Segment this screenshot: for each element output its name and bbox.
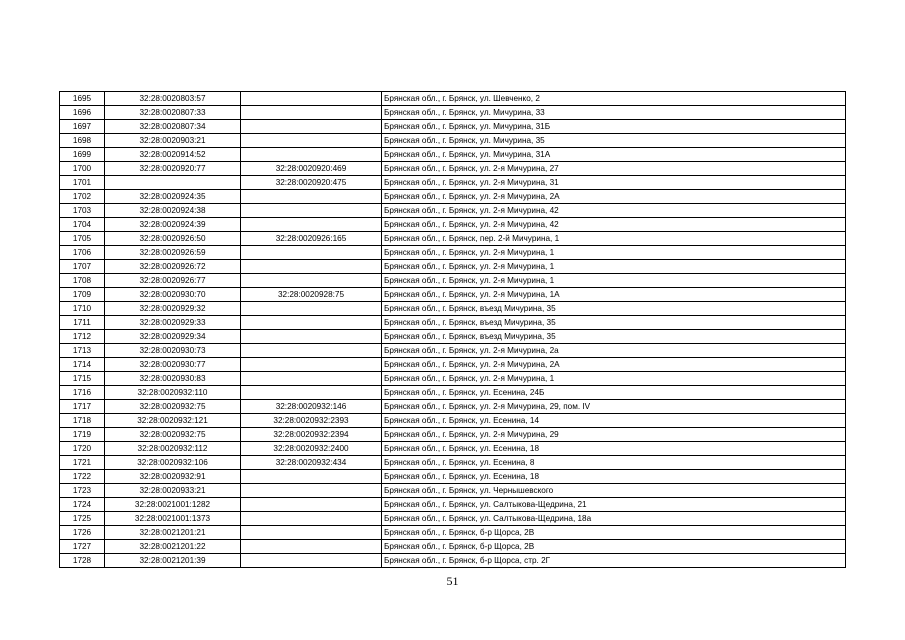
cadastral-number-2-cell [241,148,382,162]
row-number-cell: 1721 [60,456,105,470]
cadastral-number-cell: 32:28:0020807:34 [105,120,241,134]
row-number-cell: 1723 [60,484,105,498]
address-cell: Брянская обл., г. Брянск, ул. Мичурина, 35 [382,134,846,148]
row-number-cell: 1699 [60,148,105,162]
table-row [60,120,846,134]
row-number-cell: 1725 [60,512,105,526]
table-row [60,344,846,358]
table-row [60,498,846,512]
cadastral-number-cell: 32:28:0020920:77 [105,162,241,176]
cadastral-number-cell: 32:28:0020932:75 [105,428,241,442]
address-cell: Брянская обл., г. Брянск, ул. Есенина, 18 [382,470,846,484]
cadastral-number-cell: 32:28:0020930:70 [105,288,241,302]
row-number-cell: 1726 [60,526,105,540]
address-cell: Брянская обл., г. Брянск, ул. 2-я Мичурина, 2а [382,344,846,358]
cadastral-number-2-cell [241,386,382,400]
address-cell: Брянская обл., г. Брянск, ул. 2-я Мичурина, 1 [382,274,846,288]
table-row [60,134,846,148]
table-row [60,288,846,302]
table-row [60,330,846,344]
cadastral-number-cell: 32:28:0020930:83 [105,372,241,386]
cadastral-number-cell: 32:28:0020930:77 [105,358,241,372]
row-number-cell: 1704 [60,218,105,232]
row-number-cell: 1720 [60,442,105,456]
cadastral-number-cell: 32:28:0020932:75 [105,400,241,414]
address-cell: Брянская обл., г. Брянск, въезд Мичурина, 35 [382,330,846,344]
cadastral-number-cell: 32:28:0020803:57 [105,92,241,106]
row-number-cell: 1701 [60,176,105,190]
address-cell: Брянская обл., г. Брянск, б-р Щорса, 2В [382,540,846,554]
row-number-cell: 1710 [60,302,105,316]
address-cell: Брянская обл., г. Брянск, ул. 2-я Мичурина, 27 [382,162,846,176]
row-number-cell: 1705 [60,232,105,246]
cadastral-number-2-cell [241,274,382,288]
cadastral-number-2-cell [241,316,382,330]
cadastral-number-cell [105,176,241,190]
address-cell: Брянская обл., г. Брянск, ул. 2-я Мичурина, 42 [382,218,846,232]
row-number-cell: 1711 [60,316,105,330]
row-number-cell: 1708 [60,274,105,288]
row-number-cell: 1697 [60,120,105,134]
cadastral-number-2-cell [241,372,382,386]
cadastral-number-2-cell [241,218,382,232]
cadastral-number-2-cell: 32:28:0020926:165 [241,232,382,246]
cadastral-number-2-cell [241,540,382,554]
row-number-cell: 1728 [60,554,105,568]
cadastral-number-cell: 32:28:0020929:34 [105,330,241,344]
row-number-cell: 1719 [60,428,105,442]
table-row [60,148,846,162]
cadastral-number-2-cell: 32:28:0020932:2393 [241,414,382,428]
row-number-cell: 1712 [60,330,105,344]
address-cell: Брянская обл., г. Брянск, ул. 2-я Мичурина, 2А [382,190,846,204]
address-cell: Брянская обл., г. Брянск, ул. Мичурина, 33 [382,106,846,120]
cadastral-number-cell: 32:28:0020926:72 [105,260,241,274]
cadastral-number-cell: 32:28:0020929:33 [105,316,241,330]
cadastral-number-2-cell [241,106,382,120]
cadastral-number-2-cell [241,484,382,498]
cadastral-number-cell: 32:28:0020929:32 [105,302,241,316]
row-number-cell: 1727 [60,540,105,554]
row-number-cell: 1703 [60,204,105,218]
cadastral-number-cell: 32:28:0020807:33 [105,106,241,120]
row-number-cell: 1696 [60,106,105,120]
table-row [60,176,846,190]
address-cell: Брянская обл., г. Брянск, ул. Мичурина, 31А [382,148,846,162]
cadastral-number-cell: 32:28:0021201:21 [105,526,241,540]
table-row [60,540,846,554]
cadastral-number-2-cell [241,330,382,344]
cadastral-number-cell: 32:28:0020914:52 [105,148,241,162]
cadastral-number-2-cell [241,344,382,358]
table-row [60,484,846,498]
address-cell: Брянская обл., г. Брянск, ул. Шевченко, 2 [382,92,846,106]
cadastral-number-2-cell [241,260,382,274]
cadastral-number-2-cell [241,246,382,260]
address-cell: Брянская обл., г. Брянск, ул. 2-я Мичурина, 29, пом. IV [382,400,846,414]
table-row [60,302,846,316]
row-number-cell: 1709 [60,288,105,302]
row-number-cell: 1713 [60,344,105,358]
cadastral-number-cell: 32:28:0020932:112 [105,442,241,456]
address-cell: Брянская обл., г. Брянск, ул. Есенина, 18 [382,442,846,456]
cadastral-number-2-cell [241,92,382,106]
address-cell: Брянская обл., г. Брянск, ул. Есенина, 24Б [382,386,846,400]
cadastral-number-2-cell [241,120,382,134]
address-cell: Брянская обл., г. Брянск, ул. Есенина, 8 [382,456,846,470]
cadastral-number-cell: 32:28:0020932:110 [105,386,241,400]
cadastral-number-2-cell: 32:28:0020920:475 [241,176,382,190]
row-number-cell: 1717 [60,400,105,414]
cadastral-number-2-cell [241,526,382,540]
cadastral-number-2-cell [241,498,382,512]
cadastral-number-cell: 32:28:0020930:73 [105,344,241,358]
cadastral-number-cell: 32:28:0020933:21 [105,484,241,498]
cadastral-number-cell: 32:28:0021001:1282 [105,498,241,512]
table-row [60,260,846,274]
table-row [60,218,846,232]
cadastral-number-cell: 32:28:0021001:1373 [105,512,241,526]
cadastral-number-cell: 32:28:0020926:50 [105,232,241,246]
table-row [60,246,846,260]
cadastral-number-2-cell [241,470,382,484]
cadastral-number-2-cell [241,512,382,526]
table-row [60,316,846,330]
table-row [60,372,846,386]
cadastral-number-cell: 32:28:0020932:106 [105,456,241,470]
table-row [60,526,846,540]
address-cell: Брянская обл., г. Брянск, ул. 2-я Мичурина, 1 [382,372,846,386]
table-row [60,470,846,484]
address-cell: Брянская обл., г. Брянск, ул. 2-я Мичурина, 31 [382,176,846,190]
table-row [60,554,846,568]
row-number-cell: 1706 [60,246,105,260]
cadastral-number-cell: 32:28:0020926:77 [105,274,241,288]
cadastral-number-cell: 32:28:0020926:59 [105,246,241,260]
table-row [60,428,846,442]
address-cell: Брянская обл., г. Брянск, б-р Щорса, стр. 2Г [382,554,846,568]
cadastral-number-2-cell: 32:28:0020932:146 [241,400,382,414]
cadastral-number-2-cell: 32:28:0020932:2394 [241,428,382,442]
cadastral-number-cell: 32:28:0020924:35 [105,190,241,204]
address-cell: Брянская обл., г. Брянск, въезд Мичурина, 35 [382,316,846,330]
row-number-cell: 1698 [60,134,105,148]
row-number-cell: 1695 [60,92,105,106]
table-row [60,442,846,456]
address-cell: Брянская обл., г. Брянск, ул. 2-я Мичурина, 1 [382,246,846,260]
cadastral-number-2-cell: 32:28:0020932:2400 [241,442,382,456]
address-cell: Брянская обл., г. Брянск, ул. 2-я Мичурина, 1А [382,288,846,302]
table-row [60,92,846,106]
row-number-cell: 1700 [60,162,105,176]
row-number-cell: 1702 [60,190,105,204]
table-row [60,358,846,372]
cadastral-number-cell: 32:28:0021201:39 [105,554,241,568]
row-number-cell: 1724 [60,498,105,512]
address-cell: Брянская обл., г. Брянск, въезд Мичурина, 35 [382,302,846,316]
table-row [60,190,846,204]
table-row [60,400,846,414]
page-number: 51 [446,574,459,588]
cadastral-number-2-cell [241,204,382,218]
row-number-cell: 1718 [60,414,105,428]
address-cell: Брянская обл., г. Брянск, ул. Мичурина, 31Б [382,120,846,134]
cadastral-number-2-cell: 32:28:0020932:434 [241,456,382,470]
cadastral-number-2-cell [241,134,382,148]
table-row [60,456,846,470]
cadastral-number-cell: 32:28:0020903:21 [105,134,241,148]
address-cell: Брянская обл., г. Брянск, ул. Салтыкова-Щедрина, 18а [382,512,846,526]
address-cell: Брянская обл., г. Брянск, ул. 2-я Мичурина, 42 [382,204,846,218]
address-cell: Брянская обл., г. Брянск, ул. 2-я Мичурина, 29 [382,428,846,442]
property-table [59,91,846,568]
table-row [60,162,846,176]
row-number-cell: 1716 [60,386,105,400]
cadastral-number-cell: 32:28:0020932:121 [105,414,241,428]
cadastral-number-2-cell [241,358,382,372]
cadastral-number-2-cell [241,190,382,204]
row-number-cell: 1722 [60,470,105,484]
table-row [60,414,846,428]
table-row [60,386,846,400]
row-number-cell: 1714 [60,358,105,372]
table-row [60,232,846,246]
cadastral-number-cell: 32:28:0021201:22 [105,540,241,554]
cadastral-number-2-cell: 32:28:0020928:75 [241,288,382,302]
property-table-body [60,92,846,568]
cadastral-number-cell: 32:28:0020932:91 [105,470,241,484]
cadastral-number-cell: 32:28:0020924:38 [105,204,241,218]
cadastral-number-2-cell [241,554,382,568]
row-number-cell: 1715 [60,372,105,386]
cadastral-number-2-cell [241,302,382,316]
table-row [60,274,846,288]
address-cell: Брянская обл., г. Брянск, пер. 2-й Мичурина, 1 [382,232,846,246]
cadastral-number-cell: 32:28:0020924:39 [105,218,241,232]
table-row [60,512,846,526]
row-number-cell: 1707 [60,260,105,274]
address-cell: Брянская обл., г. Брянск, ул. 2-я Мичурина, 2А [382,358,846,372]
table-row [60,106,846,120]
address-cell: Брянская обл., г. Брянск, б-р Щорса, 2В [382,526,846,540]
address-cell: Брянская обл., г. Брянск, ул. Салтыкова-Щедрина, 21 [382,498,846,512]
address-cell: Брянская обл., г. Брянск, ул. 2-я Мичурина, 1 [382,260,846,274]
table-row [60,204,846,218]
cadastral-number-2-cell: 32:28:0020920:469 [241,162,382,176]
address-cell: Брянская обл., г. Брянск, ул. Есенина, 14 [382,414,846,428]
address-cell: Брянская обл., г. Брянск, ул. Чернышевского [382,484,846,498]
